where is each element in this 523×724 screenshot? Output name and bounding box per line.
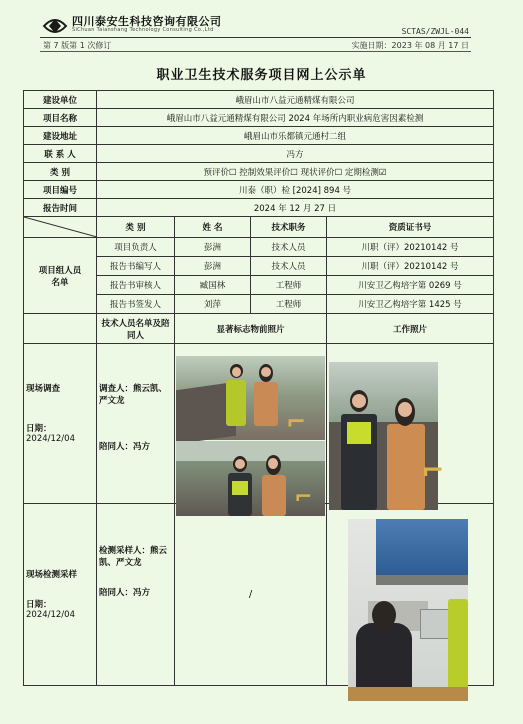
- col-category-header: 类 别: [97, 217, 175, 238]
- sampling-sampler: 检测采样人：熊云凯、严文龙: [99, 546, 168, 568]
- version-text: 第 7 版第 1 次修订: [43, 41, 112, 50]
- sampling-staff-cell: [97, 504, 175, 686]
- member-cert: 川安卫乙构培字第 1425 号: [327, 295, 494, 314]
- sign-photo-bottom: ⌐: [176, 441, 325, 516]
- member-name: 刘萍: [175, 295, 251, 314]
- time-label: 报告时间: [24, 199, 97, 217]
- header-divider-bottom: [40, 51, 471, 52]
- col-duty-header: 技术职务: [251, 217, 327, 238]
- member-category: 项目负责人: [97, 238, 175, 257]
- company-logo-icon: [42, 14, 68, 38]
- company-name-en: SiChuan Taianshang Technology Consulting Co.,Ltd: [72, 27, 214, 33]
- category-label: 类 别: [24, 163, 97, 181]
- contact-label: 联 系 人: [24, 145, 97, 163]
- group-label: 项目组人员名单: [24, 238, 97, 314]
- work-photo-sampling: [348, 519, 468, 701]
- photo-header-blank: [24, 314, 97, 344]
- address-label: 建设地址: [24, 127, 97, 145]
- unit-value: 峨眉山市八益元通精煤有限公司: [97, 91, 494, 109]
- work-col-header: 工作照片: [327, 314, 494, 344]
- blank-mark: /: [248, 589, 253, 600]
- sign-col-header: 显著标志物前照片: [175, 314, 327, 344]
- member-category: 报告书编写人: [97, 257, 175, 276]
- sampling-sign-cell: [175, 504, 327, 686]
- staff-col-header: 技术人员名单及陪同人: [97, 314, 175, 344]
- company-name: 四川泰安生科技咨询有限公司: [72, 15, 222, 28]
- sampling-cell: [24, 504, 97, 686]
- sampling-escort: 陪同人：冯方: [99, 588, 151, 598]
- page-header: [0, 0, 523, 52]
- member-duty: 工程师: [251, 295, 327, 314]
- col-cert-header: 资质证书号: [327, 217, 494, 238]
- member-category: 报告书审核人: [97, 276, 175, 295]
- project-label: 项目名称: [24, 109, 97, 127]
- member-name: 彭洲: [175, 238, 251, 257]
- member-cert: 川安卫乙构培字第 0269 号: [327, 276, 494, 295]
- unit-label: 建设单位: [24, 91, 97, 109]
- survey-date: 2024/12/04: [26, 434, 75, 444]
- survey-cell: [24, 344, 97, 504]
- survey-investigator: 调查人：熊云凯、严文龙: [99, 384, 168, 406]
- survey-label: 现场调查: [26, 384, 61, 394]
- document-number: SCTAS/ZWJL-044: [401, 27, 469, 36]
- survey-date-label: 日期：: [26, 424, 52, 434]
- survey-staff-cell: [97, 344, 175, 504]
- sampling-date: 2024/12/04: [26, 610, 75, 620]
- number-value: 川泰（职）检 [2024] 894 号: [97, 181, 494, 199]
- survey-escort: 陪同人：冯方: [99, 442, 151, 452]
- sampling-label: 现场检测采样: [26, 570, 78, 580]
- member-category: 报告书签发人: [97, 295, 175, 314]
- contact-value: 冯方: [97, 145, 494, 163]
- header-divider: [40, 37, 471, 38]
- time-value: 2024 年 12 月 27 日: [97, 199, 494, 217]
- diagonal-line: [24, 217, 97, 237]
- member-cert: 川职（评）20210142 号: [327, 238, 494, 257]
- member-cert: 川职（评）20210142 号: [327, 257, 494, 276]
- col-name-header: 姓 名: [175, 217, 251, 238]
- page-title: 职业卫生技术服务项目网上公示单: [156, 68, 367, 83]
- address-value: 峨眉山市乐都镇元通村二组: [97, 127, 494, 145]
- sampling-date-label: 日期：: [26, 600, 52, 610]
- sign-photo-top: ⌐: [176, 356, 325, 440]
- member-duty: 技术人员: [251, 238, 327, 257]
- member-name: 臧国林: [175, 276, 251, 295]
- work-photo-survey: ⌐: [329, 362, 438, 510]
- member-duty: 技术人员: [251, 257, 327, 276]
- member-name: 彭洲: [175, 257, 251, 276]
- effective-date: 实施日期：2023 年 08 月 17 日: [351, 41, 469, 50]
- member-duty: 工程师: [251, 276, 327, 295]
- project-value: 峨眉山市八益元通精煤有限公司 2024 年场所内职业病危害因素检测: [97, 109, 494, 127]
- number-label: 项目编号: [24, 181, 97, 199]
- header-diagonal-cell: [24, 217, 97, 238]
- category-value: 预评价☐ 控制效果评价☐ 现状评价☐ 定期检测☑: [97, 163, 494, 181]
